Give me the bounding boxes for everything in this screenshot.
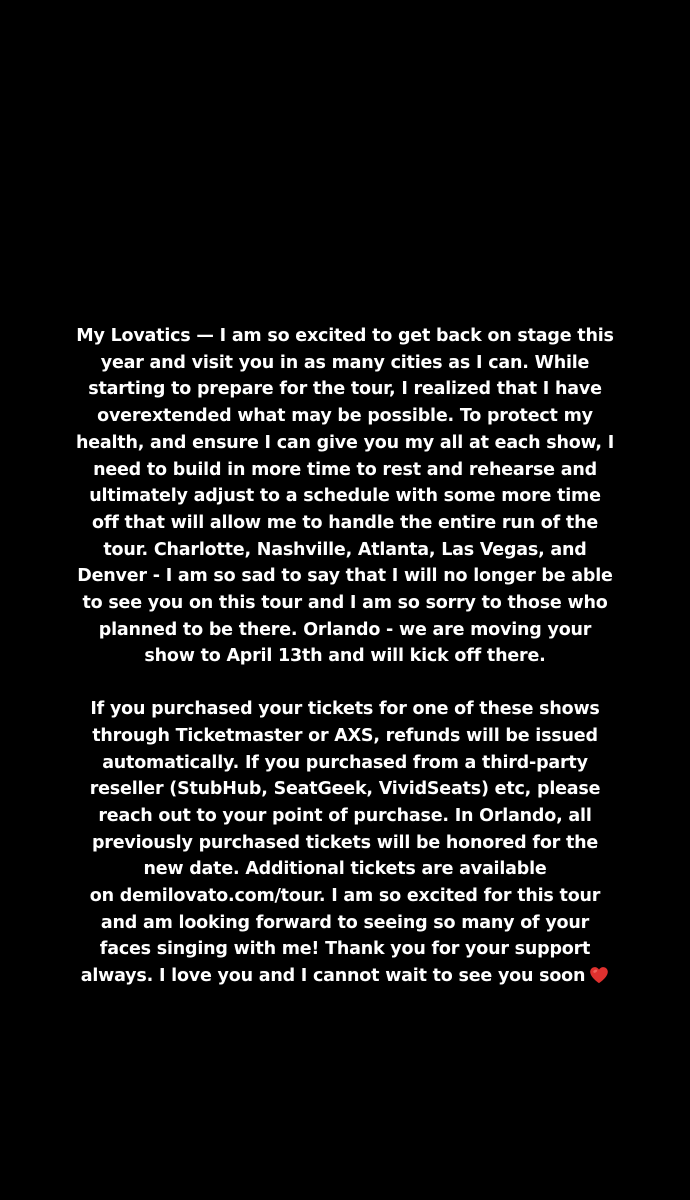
text-line: new date. Additional tickets are available [143, 859, 547, 880]
text-line: reseller (StubHub, SeatGeek, VividSeats) etc, please [89, 779, 601, 800]
text-line: If you purchased your tickets for one of these shows [90, 699, 600, 720]
text-line: faces singing with me! Thank you for your support [99, 939, 591, 960]
text-line: and am looking forward to seeing so many of your [100, 912, 590, 933]
text-line: health, and ensure I can give you my all at each show, I [75, 432, 615, 453]
text-line: planned to be there. Orlando - we are moving your [98, 619, 592, 640]
text-line: reach out to your point of purchase. In Orlando, all [98, 805, 592, 826]
text-line: tour. Charlotte, Nashville, Atlanta, Las Vegas, and [103, 539, 587, 560]
text-line: through Ticketmaster or AXS, refunds will be issued [92, 725, 598, 746]
text-line: need to build in more time to rest and rehearse and [93, 459, 597, 480]
text-line: overextended what may be possible. To protect my [97, 406, 593, 427]
text-line-final [40, 963, 650, 990]
text-line: My Lovatics — I am so excited to get back on stage this [76, 326, 614, 346]
text-line: off that will allow me to handle the entire run of the [92, 512, 598, 533]
paragraph-announcement [40, 323, 650, 670]
text-line: previously purchased tickets will be honored for the [91, 832, 599, 853]
text-line: ultimately adjust to a schedule with some more time [89, 486, 601, 507]
story-text [40, 323, 650, 990]
text-line-final-text: always. I love you and I cannot wait to see you soon [80, 966, 586, 987]
text-line: automatically. If you purchased from a third-party [102, 752, 588, 773]
red-heart-icon [589, 966, 609, 984]
text-line: year and visit you in as many cities as I can. While [100, 352, 590, 373]
paragraph-ticket-info [40, 696, 650, 990]
text-line: show to April 13th and will kick off there. [144, 646, 546, 667]
text-line: starting to prepare for the tour, I realized that I have [88, 379, 602, 400]
text-line: Denver - I am so sad to say that I will no longer be able [77, 566, 613, 587]
text-line: on demilovato.com/tour. I am so excited for this tour [89, 886, 601, 907]
text-line: to see you on this tour and I am so sorry to those who [82, 593, 608, 614]
paragraph-spacer [40, 670, 650, 696]
